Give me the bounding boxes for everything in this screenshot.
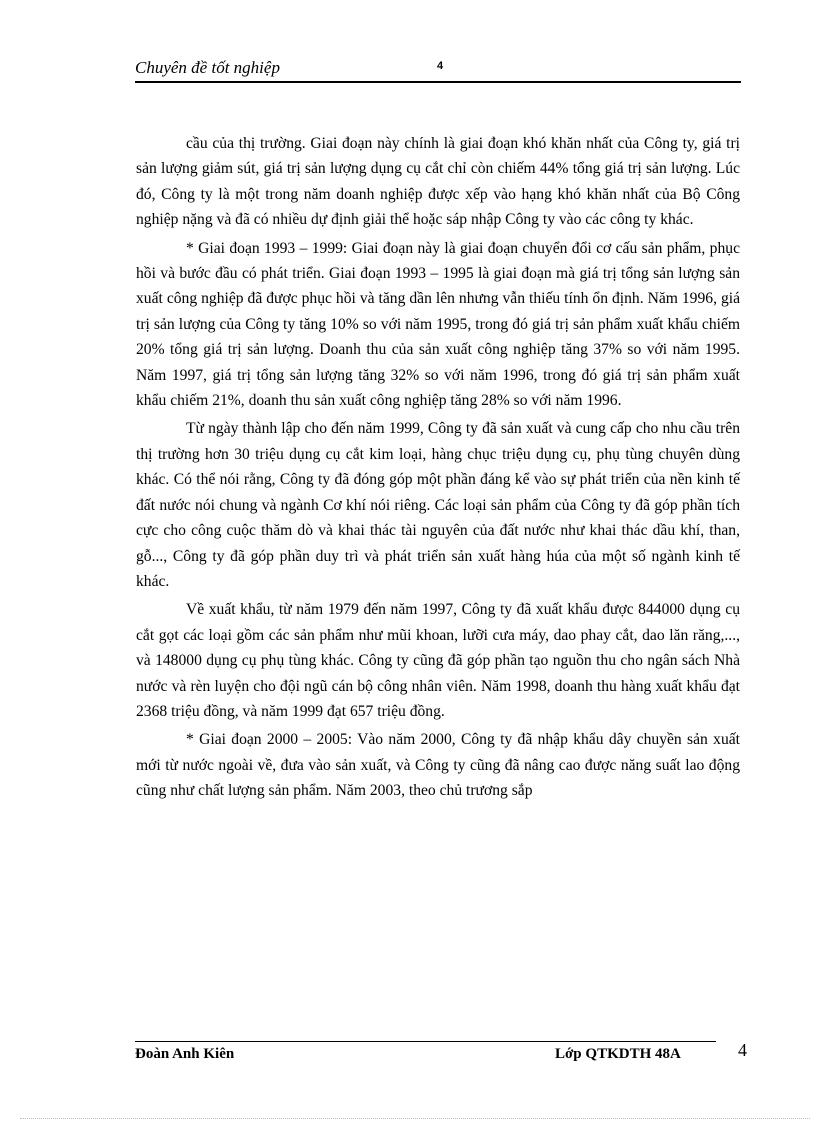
- body-text: [136, 131, 740, 807]
- header-page-number: 4: [437, 60, 444, 72]
- footer-author: Đoàn Anh Kiên: [135, 1046, 235, 1062]
- footer-page-number: 4: [738, 1040, 747, 1060]
- paragraph-4: Về xuất khẩu, từ năm 1979 đến năm 1997, Công ty đã xuất khẩu được 844000 dụng cụ cắt gọt các loại gồm các sản phẩm như mũi khoan, lưỡi cưa máy, dao phay cắt, dao lăn răng,..., và 148000 dụng cụ phụ tùng khác. Công ty cũng đã góp phần tạo nguồn thu cho ngân sách Nhà nước và rèn luyện cho đội ngũ cán bộ công nhân viên. Năm 1998, doanh thu hàng xuất khẩu đạt 2368 triệu đồng, và năm 1999 đạt 657 triệu đồng.: [136, 601, 740, 720]
- header-title: Chuyên đề tốt nghiệp: [135, 58, 280, 77]
- header-divider: [135, 81, 741, 83]
- paragraph-3: Từ ngày thành lập cho đến năm 1999, Công ty đã sản xuất và cung cấp cho nhu cầu trên thị trường hơn 30 triệu dụng cụ cắt kim loại, hàng chục triệu dụng cụ, phụ tùng chuyên dùng khác. Có thể nói rằng, Công ty đã đóng góp một phần đáng kể vào sự phát triển của nền kinh tế đất nước nói chung và ngành Cơ khí nói riêng. Các loại sản phẩm của Công ty đã góp phần tích cực cho công cuộc thăm dò và khai thác tài nguyên của đất nước như khai thác dầu khí, than, gỗ..., Công ty đã góp phần duy trì và phát triển sản xuất hàng húa của một số ngành kinh tế khác.: [136, 420, 740, 590]
- footer-divider: [135, 1041, 716, 1042]
- paragraph-5: * Giai đoạn 2000 – 2005: Vào năm 2000, Công ty đã nhập khẩu dây chuyền sản xuất mới từ nước ngoài về, đưa vào sản xuất, và Công ty cũng đã nâng cao được năng suất lao động cũng như chất lượng sản phẩm. Năm 2003, theo chủ trương sắp: [136, 731, 740, 800]
- paragraph-1: cầu của thị trường. Giai đoạn này chính là giai đoạn khó khăn nhất của Công ty, giá trị sản lượng giảm sút, giá trị sản lượng dụng cụ cắt chỉ còn chiếm 44% tổng giá trị sản lượng. Lúc đó, Công ty là một trong năm doanh nghiệp được xếp vào hạng khó khăn nhất của Bộ Công nghiệp nặng và đã có nhiều dự định giải thể hoặc sáp nhập Công ty vào các công ty khác.: [136, 135, 740, 229]
- page-bottom-border: [20, 1118, 810, 1119]
- paragraph-2: * Giai đoạn 1993 – 1999: Giai đoạn này là giai đoạn chuyển đổi cơ cấu sản phẩm, phục hồi và bước đầu có phát triển. Giai đoạn 1993 – 1995 là giai đoạn mà giá trị tổng sản lượng sản xuất công nghiệp đã được phục hồi và tăng dần lên nhưng vẫn thiếu tính ổn định. Năm 1996, giá trị sản lượng của Công ty tăng 10% so với năm 1995, trong đó giá trị sản phẩm xuất khẩu chiếm 20% tổng giá trị sản lượng. Doanh thu của sản xuất công nghiệp tăng 37% so với năm 1995. Năm 1997, giá trị tổng sản lượng tăng 32% so với năm 1996, trong đó giá trị sản phẩm xuất khẩu chiếm 21%, doanh thu sản xuất công nghiệp tăng 28% so với năm 1996.: [136, 239, 740, 410]
- footer-class: Lớp QTKDTH 48A: [555, 1046, 681, 1062]
